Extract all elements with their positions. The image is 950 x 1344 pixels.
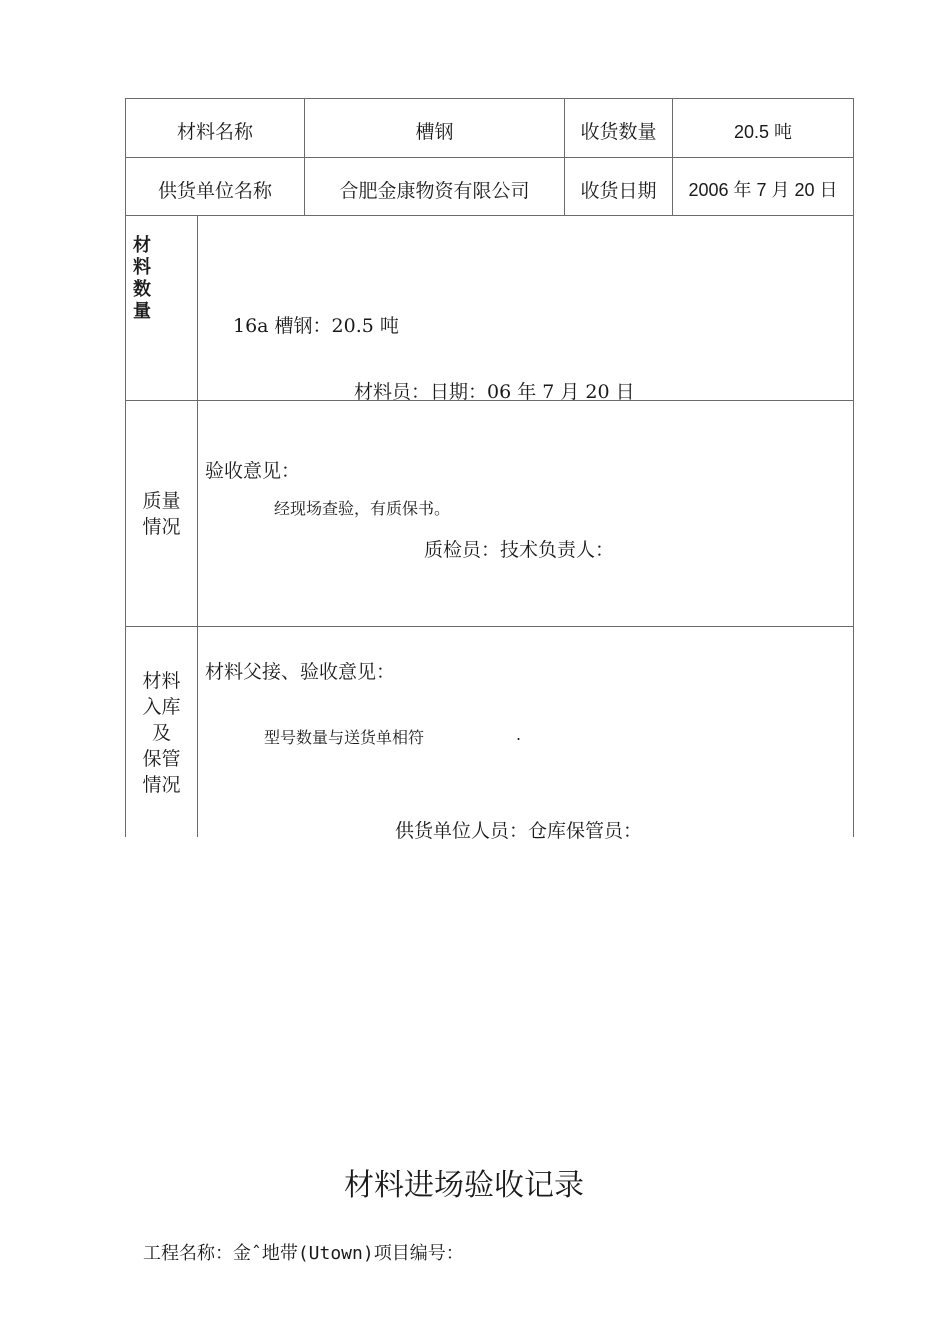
supplier-label: 供货单位名称 — [157, 180, 272, 202]
table-border-right — [853, 98, 854, 837]
material-name-value: 槽钢 — [415, 121, 454, 143]
storage-opinion-dot: . — [516, 725, 522, 744]
quantity-section-label: 材 料 数 量 — [133, 235, 151, 322]
storage-section-label: 材料 入库 及 保管 情况 — [142, 670, 181, 796]
received-qty-label: 收货数量 — [580, 121, 657, 143]
table-divider — [125, 215, 854, 216]
table-divider — [125, 626, 854, 627]
storage-opinion-text: 型号数量与送货单相符 — [264, 728, 425, 747]
project-line: 工程名称：金ˆ地带(Utown)项目编号： — [143, 1243, 464, 1264]
table-border-top — [125, 98, 854, 99]
quality-sign-line: 质检员：技术负责人： — [424, 539, 615, 561]
quality-opinion-label: 验收意见： — [205, 460, 301, 482]
supplier-value: 合肥金康物资有限公司 — [339, 180, 530, 202]
received-date-label: 收货日期 — [580, 180, 657, 202]
document-title: 材料进场验收记录 — [344, 1168, 584, 1203]
material-name-label: 材料名称 — [176, 121, 253, 143]
received-qty-value: 20.5 吨 — [733, 122, 793, 142]
storage-sign-line: 供货单位人员：仓库保管员： — [395, 820, 643, 842]
quality-opinion-text: 经现场查验，有质保书。 — [274, 499, 451, 518]
table-divider — [125, 157, 854, 158]
table-divider-vertical — [197, 215, 198, 837]
quality-section-label: 质量 情况 — [142, 490, 181, 538]
quantity-detail: 16a 槽钢：20.5 吨 — [233, 315, 399, 337]
storage-opinion-label: 材料父接、验收意见： — [205, 661, 396, 683]
quantity-sign-line: 材料员：日期：06 年 7 月 20 日 — [354, 381, 635, 403]
received-date-value: 2006 年 7 月 20 日 — [688, 180, 838, 200]
